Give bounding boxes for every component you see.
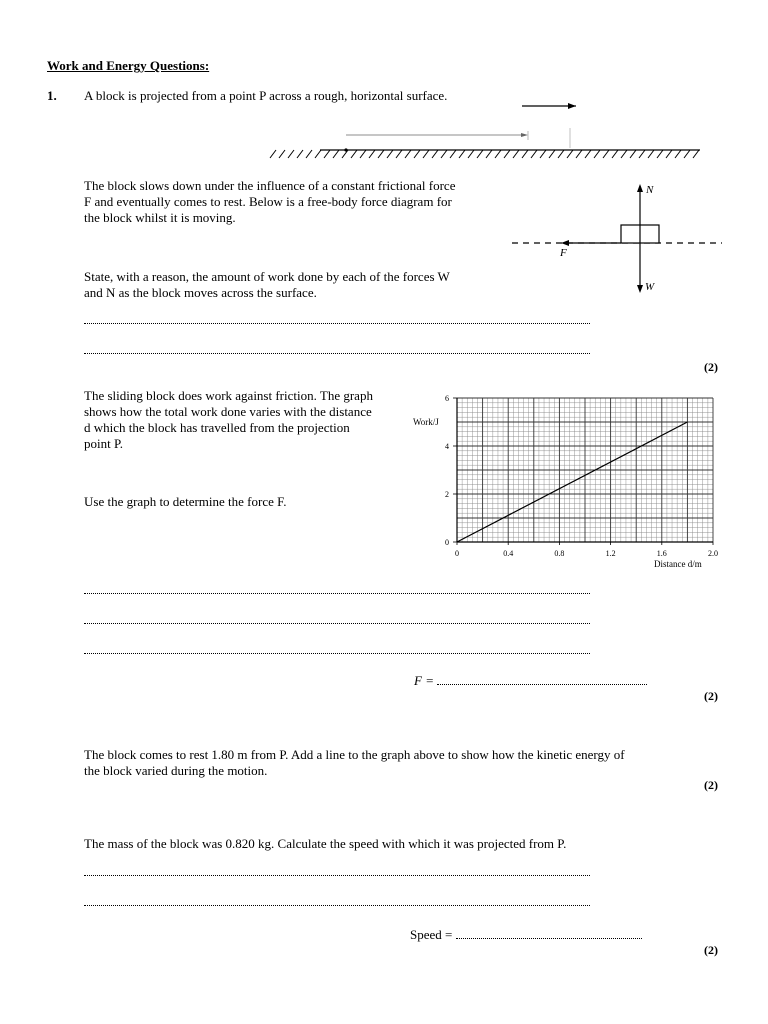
surface-hatch	[639, 150, 645, 158]
surface-hatch	[540, 150, 546, 158]
y-axis-label: Work/J	[413, 417, 439, 427]
y-tick-label: 0	[445, 538, 449, 547]
answer-line[interactable]	[84, 873, 590, 876]
surface-hatch	[513, 150, 519, 158]
surface-hatch	[504, 150, 510, 158]
x-axis-label: Distance d/m	[654, 559, 702, 569]
surface-hatch	[459, 150, 465, 158]
x-tick-label: 1.6	[656, 549, 667, 558]
answer-line[interactable]	[84, 321, 590, 324]
part5-text: The mass of the block was 0.820 kg. Calculate the speed with which it was projected from P.	[84, 836, 567, 851]
work-distance-graph	[400, 386, 730, 572]
part1-text: The block slows down under the influence of a constant frictional force F and eventually comes to rest. Below is a free-body force diagram for the block whilst it is moving.	[84, 178, 456, 225]
surface-hatch	[378, 150, 384, 158]
marks-badge: (2)	[704, 943, 718, 957]
surface-hatch	[657, 150, 663, 158]
surface-hatch	[585, 150, 591, 158]
marks-badge: (2)	[704, 689, 718, 703]
x-tick-label: 0.4	[503, 549, 514, 558]
surface-hatch	[549, 150, 555, 158]
fbd-label-w: W	[645, 281, 655, 293]
answer-line[interactable]	[84, 351, 590, 354]
speed-answer: Speed =	[410, 927, 642, 943]
part3-text: The sliding block does work against friction. The graph shows how the total work done varies with the distance d which the block has travelled from the projection point P.	[84, 388, 373, 451]
surface-hatch	[297, 150, 303, 158]
surface-hatch	[612, 150, 618, 158]
answer-line[interactable]	[84, 651, 590, 654]
surface-hatch	[495, 150, 501, 158]
surface-hatch	[351, 150, 357, 158]
surface-hatch	[288, 150, 294, 158]
marks-badge: (2)	[704, 360, 718, 374]
surface-hatch	[630, 150, 636, 158]
surface-hatch	[414, 150, 420, 158]
surface-hatch	[576, 150, 582, 158]
surface-hatch	[441, 150, 447, 158]
surface-hatch	[477, 150, 483, 158]
marks-badge: (2)	[704, 778, 718, 792]
surface-hatch	[648, 150, 654, 158]
part2-text: State, with a reason, the amount of work done by each of the forces W and N as the block moves across the surface.	[84, 269, 450, 300]
surface-hatch	[531, 150, 537, 158]
surface-hatch	[432, 150, 438, 158]
surface-hatch	[324, 150, 330, 158]
x-tick-label: 0	[455, 549, 459, 558]
surface-diagram	[260, 96, 720, 164]
force-answer: F =	[414, 673, 647, 689]
question-number: 1.	[47, 88, 57, 103]
y-tick-label: 4	[445, 442, 449, 451]
answer-line[interactable]	[84, 621, 590, 624]
y-tick-label: 2	[445, 490, 449, 499]
answer-line[interactable]	[84, 903, 590, 906]
x-tick-label: 2.0	[708, 549, 718, 558]
fbd-label-n: N	[646, 184, 654, 196]
surface-hatch	[675, 150, 681, 158]
free-body-diagram	[508, 180, 724, 298]
surface-hatch	[270, 150, 276, 158]
surface-hatch	[306, 150, 312, 158]
surface-hatch	[486, 150, 492, 158]
surface-hatch	[279, 150, 285, 158]
fbd-label-f: F	[560, 247, 567, 259]
question-intro: A block is projected from a point P across a rough, horizontal surface.	[84, 88, 448, 103]
surface-hatch	[621, 150, 627, 158]
part3-instruction: Use the graph to determine the force F.	[84, 494, 287, 509]
answer-line[interactable]	[84, 591, 590, 594]
speed-answer-field[interactable]	[456, 928, 642, 939]
surface-hatch	[369, 150, 375, 158]
surface-hatch	[684, 150, 690, 158]
surface-hatch	[468, 150, 474, 158]
surface-hatch	[666, 150, 672, 158]
surface-hatch	[405, 150, 411, 158]
surface-hatch	[603, 150, 609, 158]
surface-hatch	[423, 150, 429, 158]
surface-hatch	[387, 150, 393, 158]
y-tick-label: 6	[445, 394, 449, 403]
surface-hatch	[558, 150, 564, 158]
work-series-line	[457, 422, 687, 542]
surface-hatch	[693, 150, 699, 158]
surface-hatch	[315, 150, 321, 158]
surface-hatch	[522, 150, 528, 158]
surface-hatch	[567, 150, 573, 158]
surface-hatch	[360, 150, 366, 158]
surface-hatch	[333, 150, 339, 158]
page-title: Work and Energy Questions:	[47, 58, 210, 73]
surface-hatch	[450, 150, 456, 158]
surface-hatch	[396, 150, 402, 158]
surface-hatch	[594, 150, 600, 158]
x-tick-label: 1.2	[605, 549, 616, 558]
part4-text: The block comes to rest 1.80 m from P. Add a line to the graph above to show how the kinetic energy of the block varied during the motion.	[84, 747, 625, 778]
force-answer-field[interactable]	[437, 674, 647, 685]
x-tick-label: 0.8	[554, 549, 565, 558]
